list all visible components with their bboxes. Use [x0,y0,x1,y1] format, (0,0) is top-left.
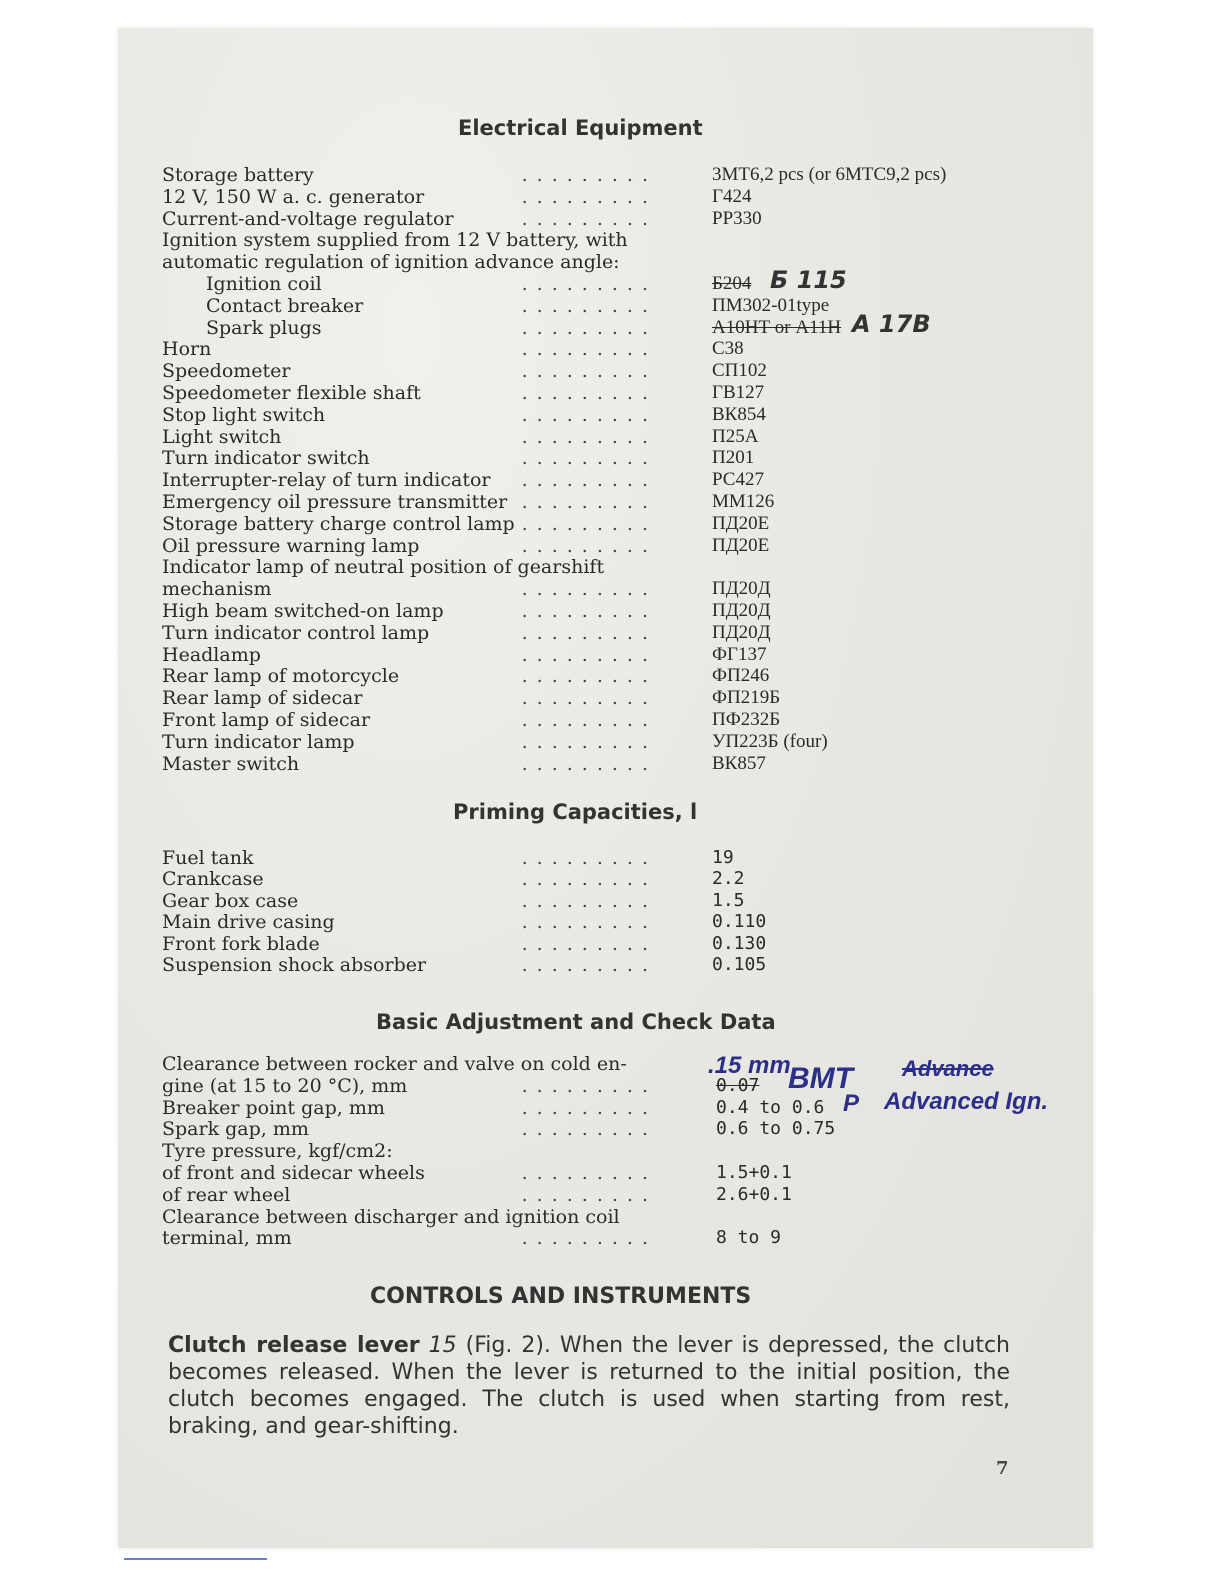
leader-dots: ......... [521,273,657,295]
electrical-row [162,266,1027,295]
controls-paragraph [168,1332,1010,1440]
leader-dots: ......... [521,207,657,230]
leader-dots: ......... [521,847,657,869]
adjustment-row [162,1227,1027,1249]
leader-dots: ......... [521,600,657,622]
leader-dots: ......... [521,687,657,710]
electrical-row-value: ПД20Д [712,578,771,600]
electrical-row [162,578,1027,600]
electrical-row-value: Б204 [712,273,752,294]
handwritten-bmt: BMT [788,1062,853,1095]
electrical-row-handwritten-note: А 17В [852,309,931,338]
electrical-row [162,309,1027,339]
adjustment-row [162,1162,1027,1184]
electrical-row [162,491,1027,513]
electrical-row [162,469,1027,491]
electrical-row [162,556,1027,578]
electrical-row-value: РС427 [712,469,764,491]
electrical-row [162,382,1027,404]
handwritten-advance-struck: Advance [902,1056,994,1081]
electrical-row [162,426,1027,448]
adjustment-row-label: Tyre pressure, kgf/cm2: [162,1140,393,1163]
leader-dots: ......... [521,752,657,775]
leader-dots: ......... [521,621,657,644]
section-title-priming: Priming Capacities, l [453,800,698,824]
electrical-row-label: Current-and-voltage regulator [162,207,454,230]
adjustment-row [162,1053,1027,1075]
section-title-electrical: Electrical Equipment [458,116,703,140]
electrical-row-label: Ignition coil [206,273,322,295]
electrical-row-label: Turn indicator switch [162,447,370,470]
electrical-row-label: Emergency oil pressure transmitter [162,491,508,513]
electrical-row [162,709,1027,731]
electrical-row-label: mechanism [162,578,272,601]
adjustment-row [162,1140,1027,1162]
leader-dots: ......... [521,360,657,383]
electrical-row-value: РР330 [712,207,762,229]
priming-row-label: Suspension shock absorber [162,954,427,976]
leader-dots: ......... [521,954,657,976]
adjustment-row-label: Spark gap, mm [162,1118,309,1141]
adjustment-row [162,1184,1027,1206]
electrical-row-label: automatic regulation of ignition advance angle: [162,251,620,274]
leader-dots: ......... [521,403,657,426]
leader-dots: ......... [521,382,657,404]
leader-dots: ......... [521,425,657,448]
leader-dots: ......... [521,643,657,666]
electrical-row [162,208,1027,230]
leader-dots: ......... [521,338,657,361]
priming-row [162,954,1027,976]
leader-dots: ......... [521,534,657,557]
leader-dots: ......... [521,730,657,753]
electrical-row-label: Rear lamp of sidecar [162,687,363,710]
electrical-row [162,229,1027,251]
electrical-row-value: ВК857 [712,752,766,774]
electrical-row [162,535,1027,557]
priming-row-label: Fuel tank [162,847,254,869]
electrical-row-value: УП223Б (four) [712,730,828,752]
electrical-row [162,731,1027,753]
electrical-row [162,600,1027,622]
leader-dots: ......... [521,469,657,492]
priming-row-label: Crankcase [162,868,264,891]
section-title-controls: CONTROLS AND INSTRUMENTS [370,1284,752,1309]
electrical-row [162,665,1027,687]
adjustment-row-value: 2.6+0.1 [716,1183,792,1205]
adjustment-row-value: 1.5+0.1 [716,1162,792,1183]
leader-dots: ......... [521,512,657,535]
electrical-row-label: Spark plugs [206,316,322,339]
priming-row [162,911,1027,933]
electrical-row-label: Rear lamp of motorcycle [162,665,400,688]
electrical-row-value: ММ126 [712,491,775,512]
electrical-row-value: ПМ302-01type [712,294,830,316]
electrical-row-value: П201 [712,447,755,469]
leader-dots: ......... [521,889,657,912]
adjustment-row-value: 8 to 9 [716,1227,782,1249]
adjustment-row-label: Clearance between rocker and valve on cold en- [162,1053,627,1075]
electrical-row-label: Front lamp of sidecar [162,709,371,731]
priming-row-value: 0.130 [712,932,767,954]
footer-rule [124,1558,267,1560]
electrical-row-value: ПФ232Б [712,709,781,730]
electrical-row-label: Storage battery [162,164,314,186]
priming-row-value: 2.2 [712,868,745,890]
paragraph-lead: Clutch release lever [168,1333,420,1358]
adjustment-row-value: 0.6 to 0.75 [716,1118,836,1140]
leader-dots: ......... [521,1096,657,1119]
electrical-row [162,164,1027,186]
electrical-row-value: ПД20Д [712,621,771,643]
electrical-row-label: Interrupter-relay of turn indicator [162,469,491,492]
leader-dots: ......... [521,491,657,513]
electrical-row [162,513,1027,535]
leader-dots: ......... [521,294,657,317]
electrical-row-value: ПД20Е [712,512,770,534]
electrical-row-label: 12 V, 150 W a. c. generator [162,185,425,208]
electrical-row [162,447,1027,469]
leader-dots: ......... [521,1118,657,1141]
electrical-row [162,753,1027,775]
leader-dots: ......... [521,1162,657,1184]
leader-dots: ......... [521,665,657,688]
section-title-adjustment: Basic Adjustment and Check Data [376,1010,776,1034]
electrical-row [162,338,1027,360]
electrical-row-value: Г424 [712,185,752,207]
electrical-row-label: Oil pressure warning lamp [162,534,420,557]
priming-row [162,890,1027,912]
leader-dots: ......... [521,911,657,934]
handwritten-clearance: .15 mm [708,1052,791,1079]
leader-dots: ......... [521,932,657,955]
electrical-row [162,687,1027,709]
electrical-row-value: ГВ127 [712,382,765,403]
priming-row [162,847,1027,869]
adjustment-row-label: gine (at 15 to 20 °C), mm [162,1074,408,1097]
electrical-row-label: High beam switched-on lamp [162,600,444,622]
leader-dots: ......... [521,447,657,470]
priming-row-label: Main drive casing [162,911,335,934]
adjustment-row-label: terminal, mm [162,1227,292,1250]
priming-row-label: Front fork blade [162,932,320,955]
leader-dots: ......... [521,1183,657,1206]
leader-dots: ......... [521,1227,657,1250]
electrical-row-label: Speedometer flexible shaft [162,382,421,404]
adjustment-row-value: 0.07 [716,1074,760,1096]
electrical-row-label: Master switch [162,752,300,775]
electrical-row [162,186,1027,208]
electrical-row [162,251,1027,273]
electrical-row-label: Ignition system supplied from 12 V battery, with [162,229,628,252]
electrical-row-label: Indicator lamp of neutral position of gearshift [162,556,605,579]
electrical-row-value: ВК854 [712,403,766,425]
electrical-row-value: 3МТ6,2 pcs (or 6МТС9,2 pcs) [712,164,947,185]
handwritten-p: P [843,1090,860,1117]
electrical-row-value: С38 [712,338,744,360]
adjustment-row-label: Breaker point gap, mm [162,1096,385,1119]
priming-row-value: 0.105 [712,954,767,975]
electrical-row-value: СП102 [712,360,767,382]
paragraph-body: (Fig. 2). When the lever is depressed, the clutch becomes released. When the lever is returned to the initial position, the clutch becomes engaged. The clutch is used when starting from rest, braking, and gear-shifting. [168,1333,1010,1439]
electrical-row-label: Horn [162,338,212,361]
page-number: 7 [996,1458,1009,1479]
leader-dots: ......... [521,868,657,891]
electrical-row [162,360,1027,382]
priming-row [162,868,1027,890]
electrical-row [162,404,1027,426]
adjustment-row-label: of front and sidecar wheels [162,1162,425,1184]
paragraph-ref-number: 15 [428,1333,457,1358]
electrical-row-value: ФП219Б [712,687,781,709]
electrical-row [162,644,1027,666]
electrical-row [162,622,1027,644]
adjustment-row [162,1118,1027,1140]
adjustment-row-label: of rear wheel [162,1183,291,1206]
leader-dots: ......... [521,1074,657,1097]
electrical-row-value: А10НТ or А11Н [712,316,842,338]
electrical-row-value: ФП246 [712,665,770,687]
priming-row-value: 0.110 [712,911,767,933]
leader-dots: ......... [521,578,657,601]
priming-row-value: 19 [712,847,734,868]
electrical-row-label: Turn indicator lamp [162,730,355,753]
electrical-row-label: Light switch [162,425,282,448]
electrical-row-value: ПД20Д [712,600,771,621]
electrical-row-value: ПД20Е [712,534,770,556]
adjustment-row [162,1206,1027,1228]
priming-row-label: Gear box case [162,889,299,912]
adjustment-row-label: Clearance between discharger and ignition coil [162,1205,620,1228]
electrical-row-label: Speedometer [162,360,291,383]
electrical-row-handwritten-note: Б 115 [770,266,847,294]
handwritten-advanced-ign: Advanced Ign. [884,1088,1049,1115]
adjustment-row-value: 0.4 to 0.6 [716,1096,825,1118]
leader-dots: ......... [521,185,657,208]
leader-dots: ......... [521,709,657,731]
electrical-row-label: Storage battery charge control lamp [162,512,515,535]
electrical-row-value: ФГ137 [712,643,767,665]
leader-dots: ......... [521,164,657,186]
electrical-row-label: Headlamp [162,643,261,666]
electrical-row-value: П25А [712,425,759,447]
electrical-row-label: Turn indicator control lamp [162,621,430,644]
electrical-row-label: Stop light switch [162,403,326,426]
priming-row-value: 1.5 [712,889,745,911]
leader-dots: ......... [521,316,657,339]
electrical-row-label: Contact breaker [206,294,364,317]
priming-row [162,933,1027,955]
